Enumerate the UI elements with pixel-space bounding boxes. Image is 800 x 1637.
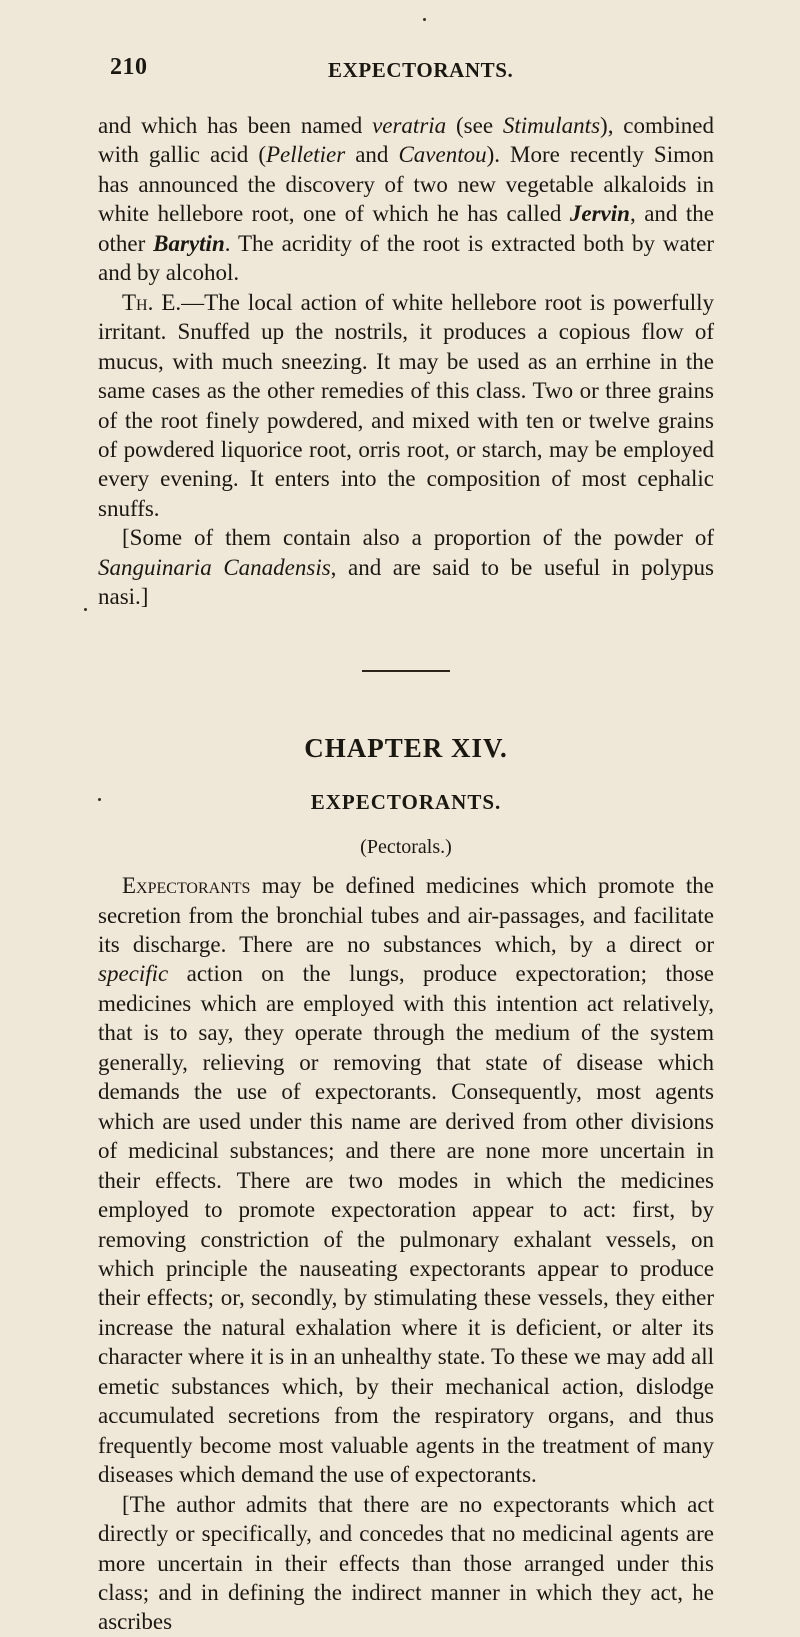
paragraph-sanguinaria-note: [Some of them contain also a proportion of the powder of Sanguinaria Canadensis, and are said to be useful in polypus nasi.]: [98, 525, 715, 610]
running-title: EXPECTORANTS.: [328, 58, 514, 82]
paragraph-author-note: [The author admits that there are no expectorants which act directly or specifically, and concedes that no medicinal agents are more uncertain in their effects than those arranged under this class; and in defining the indirect manner in which they act, he ascribes: [98, 1491, 714, 1635]
chapter-heading: CHAPTER XIV.: [304, 732, 508, 763]
lead-word: Expectorants: [122, 873, 251, 899]
section-label: Th. E.: [122, 289, 182, 315]
chapter-note: (Pectorals.): [360, 836, 452, 859]
ink-speck: [84, 608, 87, 611]
chapter-subtitle: EXPECTORANTS.: [310, 789, 502, 814]
paragraph-therapeutic-effects: Th. E.—The local action of white hellebore root is powerfully irritant. Snuffed up the nostrils, it produces a copious flow of mucus, with much sneezing. It may be used as an errhine in the same cases as the other remedies of this class. Two or three grains of the root finely powdered, and mixed with ten or twelve grains of powdered liquorice root, orris root, or starch, may be employed every evening. It enters into the composition of most cephalic snuffs.: [98, 289, 714, 521]
ink-speck: [423, 18, 426, 21]
paragraph-veratria: and which has been named veratria (see Stimulants), combined with gallic acid (Pelletier and Caventou). More recently Simon has announced the discovery of two new vegetable alkaloids in white hellebore root, one of which he has called Jervin, and the other Barytin. The acridity of the root is extracted both by water and by alcohol.: [98, 113, 715, 286]
expectorants-section: [98, 871, 714, 1637]
running-head: [98, 54, 714, 90]
ink-speck: [98, 798, 101, 801]
hellebore-section: [98, 111, 714, 612]
section-divider: [362, 670, 450, 672]
paragraph-expectorants-definition: Expectorants may be defined medicines which promote the secretion from the bronchial tubes and air-passages, and facilitate its discharge. There are no substances which, by a direct or specific action on the lungs, produce expectoration; those medicines which are employed with this intention act relatively, that is to say, they operate through the medium of the system generally, relieving or removing that state of disease which demands the use of expectorants. Consequently, most agents which are used under this name are derived from other divisions of medicinal substances; and there are none more uncertain in their effects. There are two modes in which the medicines employed to promote expectoration appear to act: first, by removing constriction of the pulmonary exhalant vessels, on which principle the nauseating expectorants appear to produce their effects; or, secondly, by stimulating these vessels, they either increase the natural exhalation where it is deficient, or alter its character where it is in an unhealthy state. To these we may add all emetic substances which, by their mechanical action, dislodge accumulated secretions from the respiratory organs, and thus frequently become most valuable agents in the treatment of many diseases which demand the use of expectorants.: [98, 873, 714, 1488]
page-number: 210: [110, 54, 148, 80]
